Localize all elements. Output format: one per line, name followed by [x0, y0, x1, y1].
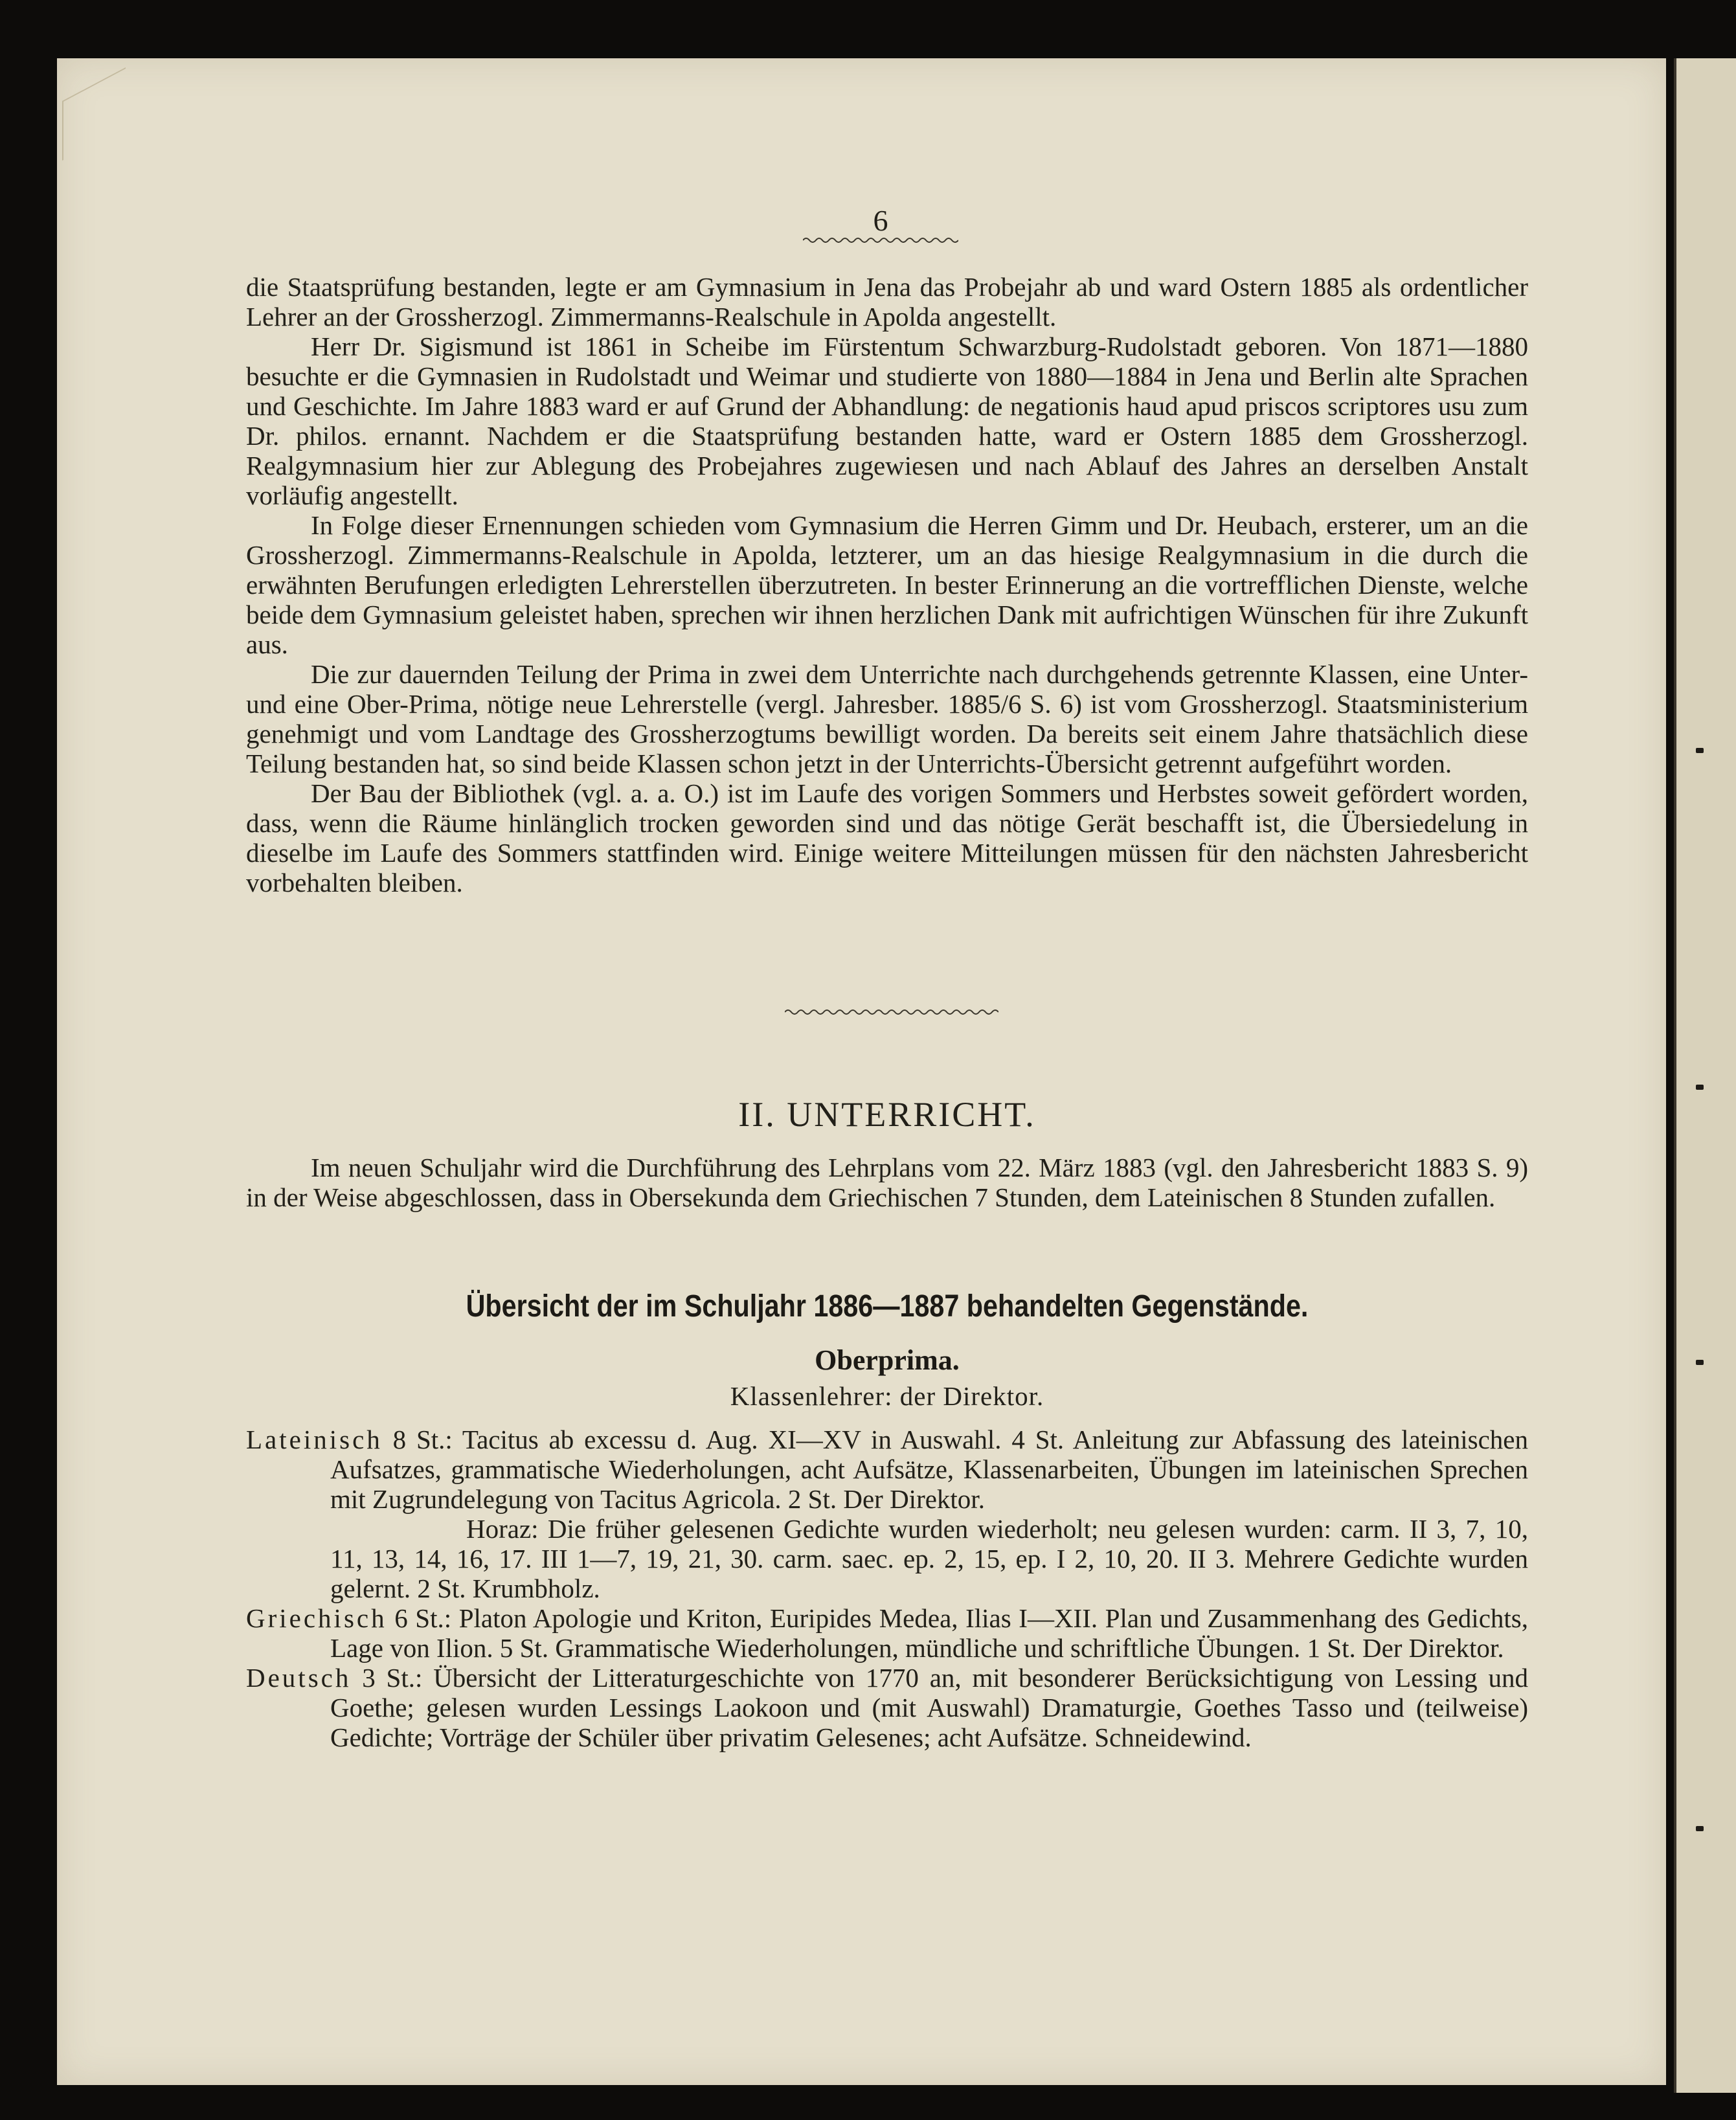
overview-title: Übersicht der im Schuljahr 1886—1887 behandelten Gegenstände. — [466, 1289, 1309, 1324]
scan-border — [0, 2093, 1736, 2120]
paragraph: Herr Dr. Sigismund ist 1861 in Scheibe im Fürstentum Schwarzburg-Rudolstadt geboren. Von 1871—1880 besuchte er die Gymnasien in Rudolstadt und Weimar und studierte von 1880—1884 in Jena und Berlin alte Sprachen und Geschichte. Im Jahre 1883 ward er auf Grund der Abhandlung: de negationis haud apud priscos scriptores usu zum Dr. philos. ernannt. Nachdem er die Staatsprüfung bestanden hatte, ward er Ostern 1885 dem Grossherzogl. Realgymnasium hier zur Ablegung des Probejahres zugewiesen und nach Ablauf des Jahres an derselben Anstalt vorläufig angestellt. — [246, 332, 1528, 510]
paragraph: Die zur dauernden Teilung der Prima in zwei dem Unterrichte nach durchgehends getrennte Klassen, eine Unter- und eine Ober-Prima, nötige neue Lehrerstelle (vergl. Jahresber. 1885/6 S. 6) ist vom Grossherzogl. Staatsministerium genehmigt und vom Landtage des Grossherzogtums bewilligt worden. Da bereits seit einem Jahre thatsächlich diese Teilung bestanden hat, so sind beide Klassen schon jetzt in der Unterrichts-Übersicht getrennt aufgeführt worden. — [246, 659, 1528, 778]
subject-text: 8 St.: Tacitus ab excessu d. Aug. XI—XV in Auswahl. 4 St. Anleitung zur Abfassung des lateinischen Aufsatzes, grammatische Wiederholungen, acht Aufsätze, Klassenarbeiten, Übungen im lateinischen Sprechen mit Zugrundelegung von Tacitus Agricola. 2 St. Der Direktor. — [330, 1425, 1528, 1514]
paragraph: die Staatsprüfung bestanden, legte er am Gymnasium in Jena das Probejahr ab und ward Ostern 1885 als ordentlicher Lehrer an der Grossherzogl. Zimmermanns-Realschule in Apolda angestellt. — [246, 272, 1528, 332]
binding-mark — [1696, 748, 1704, 753]
binding-mark — [1696, 1085, 1704, 1090]
paragraph: In Folge dieser Ernennungen schieden vom Gymnasium die Herren Gimm und Dr. Heubach, ersterer, um an die Grossherzogl. Zimmermanns-Realschule in Apolda, letzterer, um an das hiesige Realgymnasium in die durch die erwähnten Berufungen erledigten Lehrerstellen überzutreten. In bester Erinnerung an die vortrefflichen Dienste, welche beide dem Gymnasium geleistet haben, sprechen wir ihnen herzlichen Dank mit aufrichtigen Wünschen für ihre Zukunft aus. — [246, 510, 1528, 659]
paragraph: Im neuen Schuljahr wird die Durchführung des Lehrplans vom 22. März 1883 (vgl. den Jahresbericht 1883 S. 9) in der Weise abgeschlossen, dass in Obersekunda dem Griechischen 7 Stunden, dem Lateinischen 8 Stunden zufallen. — [246, 1153, 1528, 1212]
binding-mark — [1696, 1826, 1704, 1831]
subject-entry — [246, 1425, 1528, 1514]
subject-name: Griechisch — [246, 1603, 387, 1633]
wavy-rule — [785, 1008, 998, 1017]
page-number: 6 — [873, 204, 888, 237]
subject-subentry: Horaz: Die früher gelesenen Gedichte wurden wiederholt; neu gelesen wurden: carm. II 3, 7, 10, 11, 13, 14, 16, 17. III 1—7, 19, 21, 30. carm. saec. ep. 2, 15, ep. I 2, 10, 20. II 3. Mehrere Gedichte wurden gelernt. 2 St. Krumbholz. — [330, 1514, 1528, 1603]
subject-text: 3 St.: Übersicht der Litteraturgeschichte von 1770 an, mit besonderer Berücksichtigung von Lessing und Goethe; gelesen wurden Lessings Laokoon und (mit Auswahl) Dramaturgie, Goethes Tasso und (teilweise) Gedichte; Vorträge der Schüler über privatim Gelesenes; acht Aufsätze. Schneidewind. — [330, 1663, 1528, 1752]
subject-name: Deutsch — [246, 1663, 352, 1693]
class-name: Oberprima. — [815, 1344, 960, 1376]
wavy-rule — [803, 236, 958, 245]
subject-entry — [246, 1663, 1528, 1752]
subjects-block — [246, 1425, 1528, 1752]
section-title: II. UNTERRICHT. — [738, 1095, 1036, 1134]
paragraph: Der Bau der Bibliothek (vgl. a. a. O.) ist im Laufe des vorigen Sommers und Herbstes soweit gefördert worden, dass, wenn die Räume hinlänglich trocken geworden sind und das nötige Gerät beschafft ist, die Übersiedelung in dieselbe im Laufe des Sommers stattfinden wird. Einige weitere Mitteilungen müssen für den nächsten Jahresbericht vorbehalten bleiben. — [246, 778, 1528, 897]
subject-text: 6 St.: Platon Apologie und Kriton, Euripides Medea, Ilias I—XII. Plan und Zusammenhang des Gedichts, Lage von Ilion. 5 St. Grammatische Wiederholungen, mündliche und schriftliche Übungen. 1 St. Der Direktor. — [330, 1603, 1528, 1663]
intro-text-block — [246, 272, 1528, 897]
class-teacher: Klassenlehrer: der Direktor. — [730, 1381, 1044, 1411]
subject-entry — [246, 1603, 1528, 1663]
subject-name: Lateinisch — [246, 1425, 383, 1454]
section-intro-block — [246, 1153, 1528, 1212]
binding-mark — [1696, 1360, 1704, 1365]
next-page-edge — [1674, 58, 1736, 2120]
